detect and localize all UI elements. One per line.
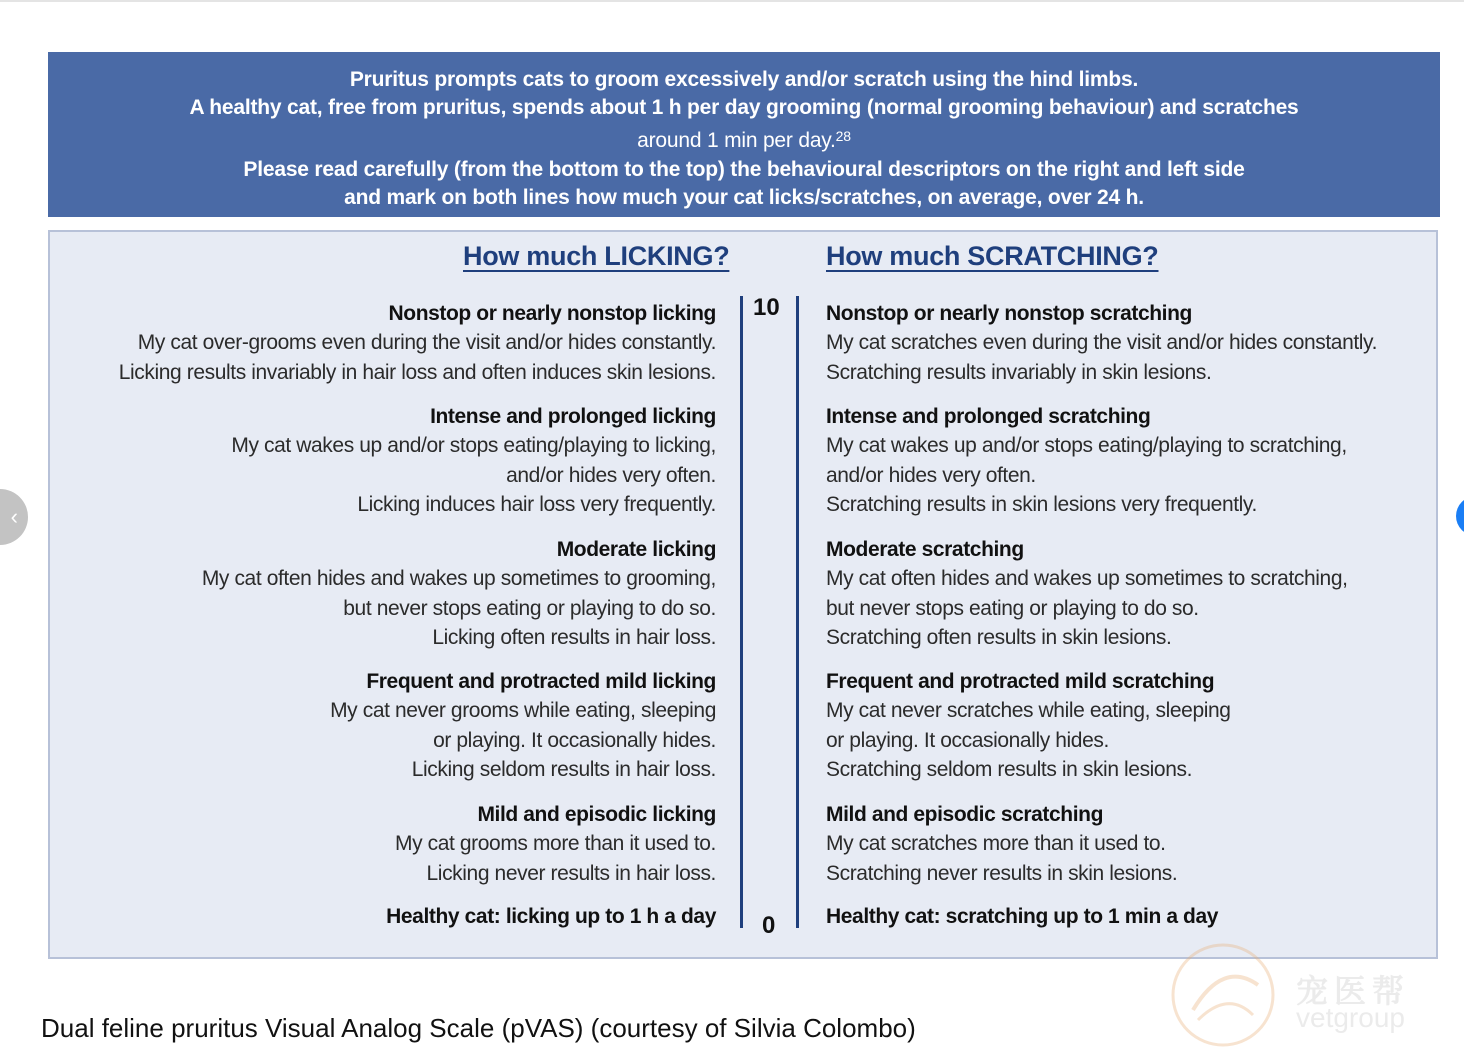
licking-heading: How much LICKING? [463, 241, 730, 271]
licking-level-description: Licking often results in hair loss. [432, 625, 716, 649]
licking-level-5 [119, 299, 716, 387]
instructions-banner [48, 52, 1440, 217]
reference-number: 28 [835, 128, 851, 145]
scratching-level-2 [826, 667, 1231, 784]
watermark-circle-icon [1168, 940, 1278, 1050]
scratching-level-description: My cat often hides and wakes up sometimes to scratching, [826, 567, 1348, 591]
licking-level-title: Intense and prolonged licking [430, 405, 716, 428]
licking-level-description: My cat grooms more than it used to. [395, 832, 716, 856]
licking-level-description: or playing. It occasionally hides. [433, 728, 716, 752]
watermark-cn: 宠医帮 [1296, 973, 1411, 1009]
top-border [0, 0, 1464, 2]
chevron-left-icon: ‹ [10, 504, 18, 529]
licking-level-title: Nonstop or nearly nonstop licking [388, 302, 716, 325]
licking-level-4 [231, 402, 716, 519]
scratching-level-title: Nonstop or nearly nonstop scratching [826, 302, 1192, 325]
scratching-level-1 [826, 800, 1177, 888]
figure-caption: Dual feline pruritus Visual Analog Scale (pVAS) (courtesy of Silvia Colombo) [41, 1013, 916, 1043]
scratching-level-description: Scratching often results in skin lesions. [826, 625, 1172, 649]
licking-level-3 [202, 535, 716, 652]
licking-level-description: My cat never grooms while eating, sleeping [330, 699, 716, 723]
scratching-level-description: My cat scratches even during the visit and/or hides constantly. [826, 331, 1378, 355]
scale-min-label: 0 [762, 912, 776, 939]
scratching-level-title: Moderate scratching [826, 538, 1024, 561]
scratching-level-title: Mild and episodic scratching [826, 803, 1104, 826]
scratching-level-description: but never stops eating or playing to do so. [826, 596, 1199, 620]
licking-level-description: Licking seldom results in hair loss. [411, 757, 716, 781]
scratching-level-0 [826, 902, 1218, 931]
licking-level-description: but never stops eating or playing to do so. [343, 596, 716, 620]
licking-level-description: My cat wakes up and/or stops eating/playing to licking, [231, 434, 716, 458]
watermark-logo [1168, 940, 1428, 1050]
scratching-level-description: Scratching results invariably in skin lesions. [826, 360, 1212, 384]
licking-level-2 [330, 667, 716, 784]
scratching-level-4 [826, 402, 1347, 519]
licking-level-0 [386, 902, 716, 931]
scale-max-label: 10 [753, 294, 780, 321]
scratching-level-description: Scratching results in skin lesions very frequently. [826, 492, 1257, 516]
licking-level-title: Mild and episodic licking [477, 803, 716, 826]
scratching-level-5 [826, 299, 1377, 387]
licking-level-description: Licking results invariably in hair loss and often induces skin lesions. [118, 360, 716, 384]
carousel-next-button[interactable] [1456, 496, 1464, 536]
licking-level-description: and/or hides very often. [506, 463, 716, 487]
banner-line-1: Pruritus prompts cats to groom excessively and/or scratch using the hind limbs. [349, 68, 1139, 91]
banner-line-4: Please read carefully (from the bottom to the top) the behavioural descriptors on the right and left side [243, 157, 1245, 181]
scratching-level-title: Intense and prolonged scratching [826, 405, 1151, 428]
licking-level-title: Frequent and protracted mild licking [366, 670, 716, 693]
scratching-level-description: Scratching never results in skin lesions. [826, 861, 1178, 885]
scratching-level-description: My cat never scratches while eating, sleeping [826, 699, 1231, 723]
scratching-level-title: Healthy cat: scratching up to 1 min a day [826, 905, 1219, 928]
licking-level-title: Healthy cat: licking up to 1 h a day [386, 905, 716, 928]
scratching-heading: How much SCRATCHING? [826, 241, 1159, 271]
scratching-level-description: and/or hides very often. [826, 463, 1036, 487]
licking-level-description: Licking induces hair loss very frequently. [357, 492, 716, 516]
banner-line-2: A healthy cat, free from pruritus, spends about 1 h per day grooming (normal grooming behaviour) and scratches [189, 96, 1299, 120]
licking-level-description: Licking never results in hair loss. [426, 861, 716, 885]
scratching-level-description: Scratching seldom results in skin lesions. [826, 757, 1193, 781]
licking-level-description: My cat often hides and wakes up sometimes to grooming, [201, 567, 716, 591]
watermark-en: vetgroup [1296, 1002, 1405, 1033]
banner-line-5: and mark on both lines how much your cat licks/scratches, on average, over 24 h. [344, 185, 1144, 209]
licking-scale-line[interactable] [740, 296, 743, 928]
scratching-level-description: or playing. It occasionally hides. [826, 728, 1109, 752]
licking-level-description: My cat over-grooms even during the visit and/or hides constantly. [137, 331, 716, 355]
scratching-level-description: My cat wakes up and/or stops eating/playing to scratching, [826, 434, 1347, 458]
scratching-level-title: Frequent and protracted mild scratching [826, 670, 1215, 693]
licking-level-title: Moderate licking [556, 538, 716, 561]
licking-level-1 [395, 800, 716, 888]
scratching-scale-line[interactable] [796, 296, 799, 928]
carousel-prev-button[interactable] [0, 489, 28, 545]
scratching-level-3 [826, 535, 1348, 652]
banner-line-3: around 1 min per day.$^{28}$ [637, 128, 851, 153]
scratching-level-description: My cat scratches more than it used to. [826, 832, 1166, 856]
